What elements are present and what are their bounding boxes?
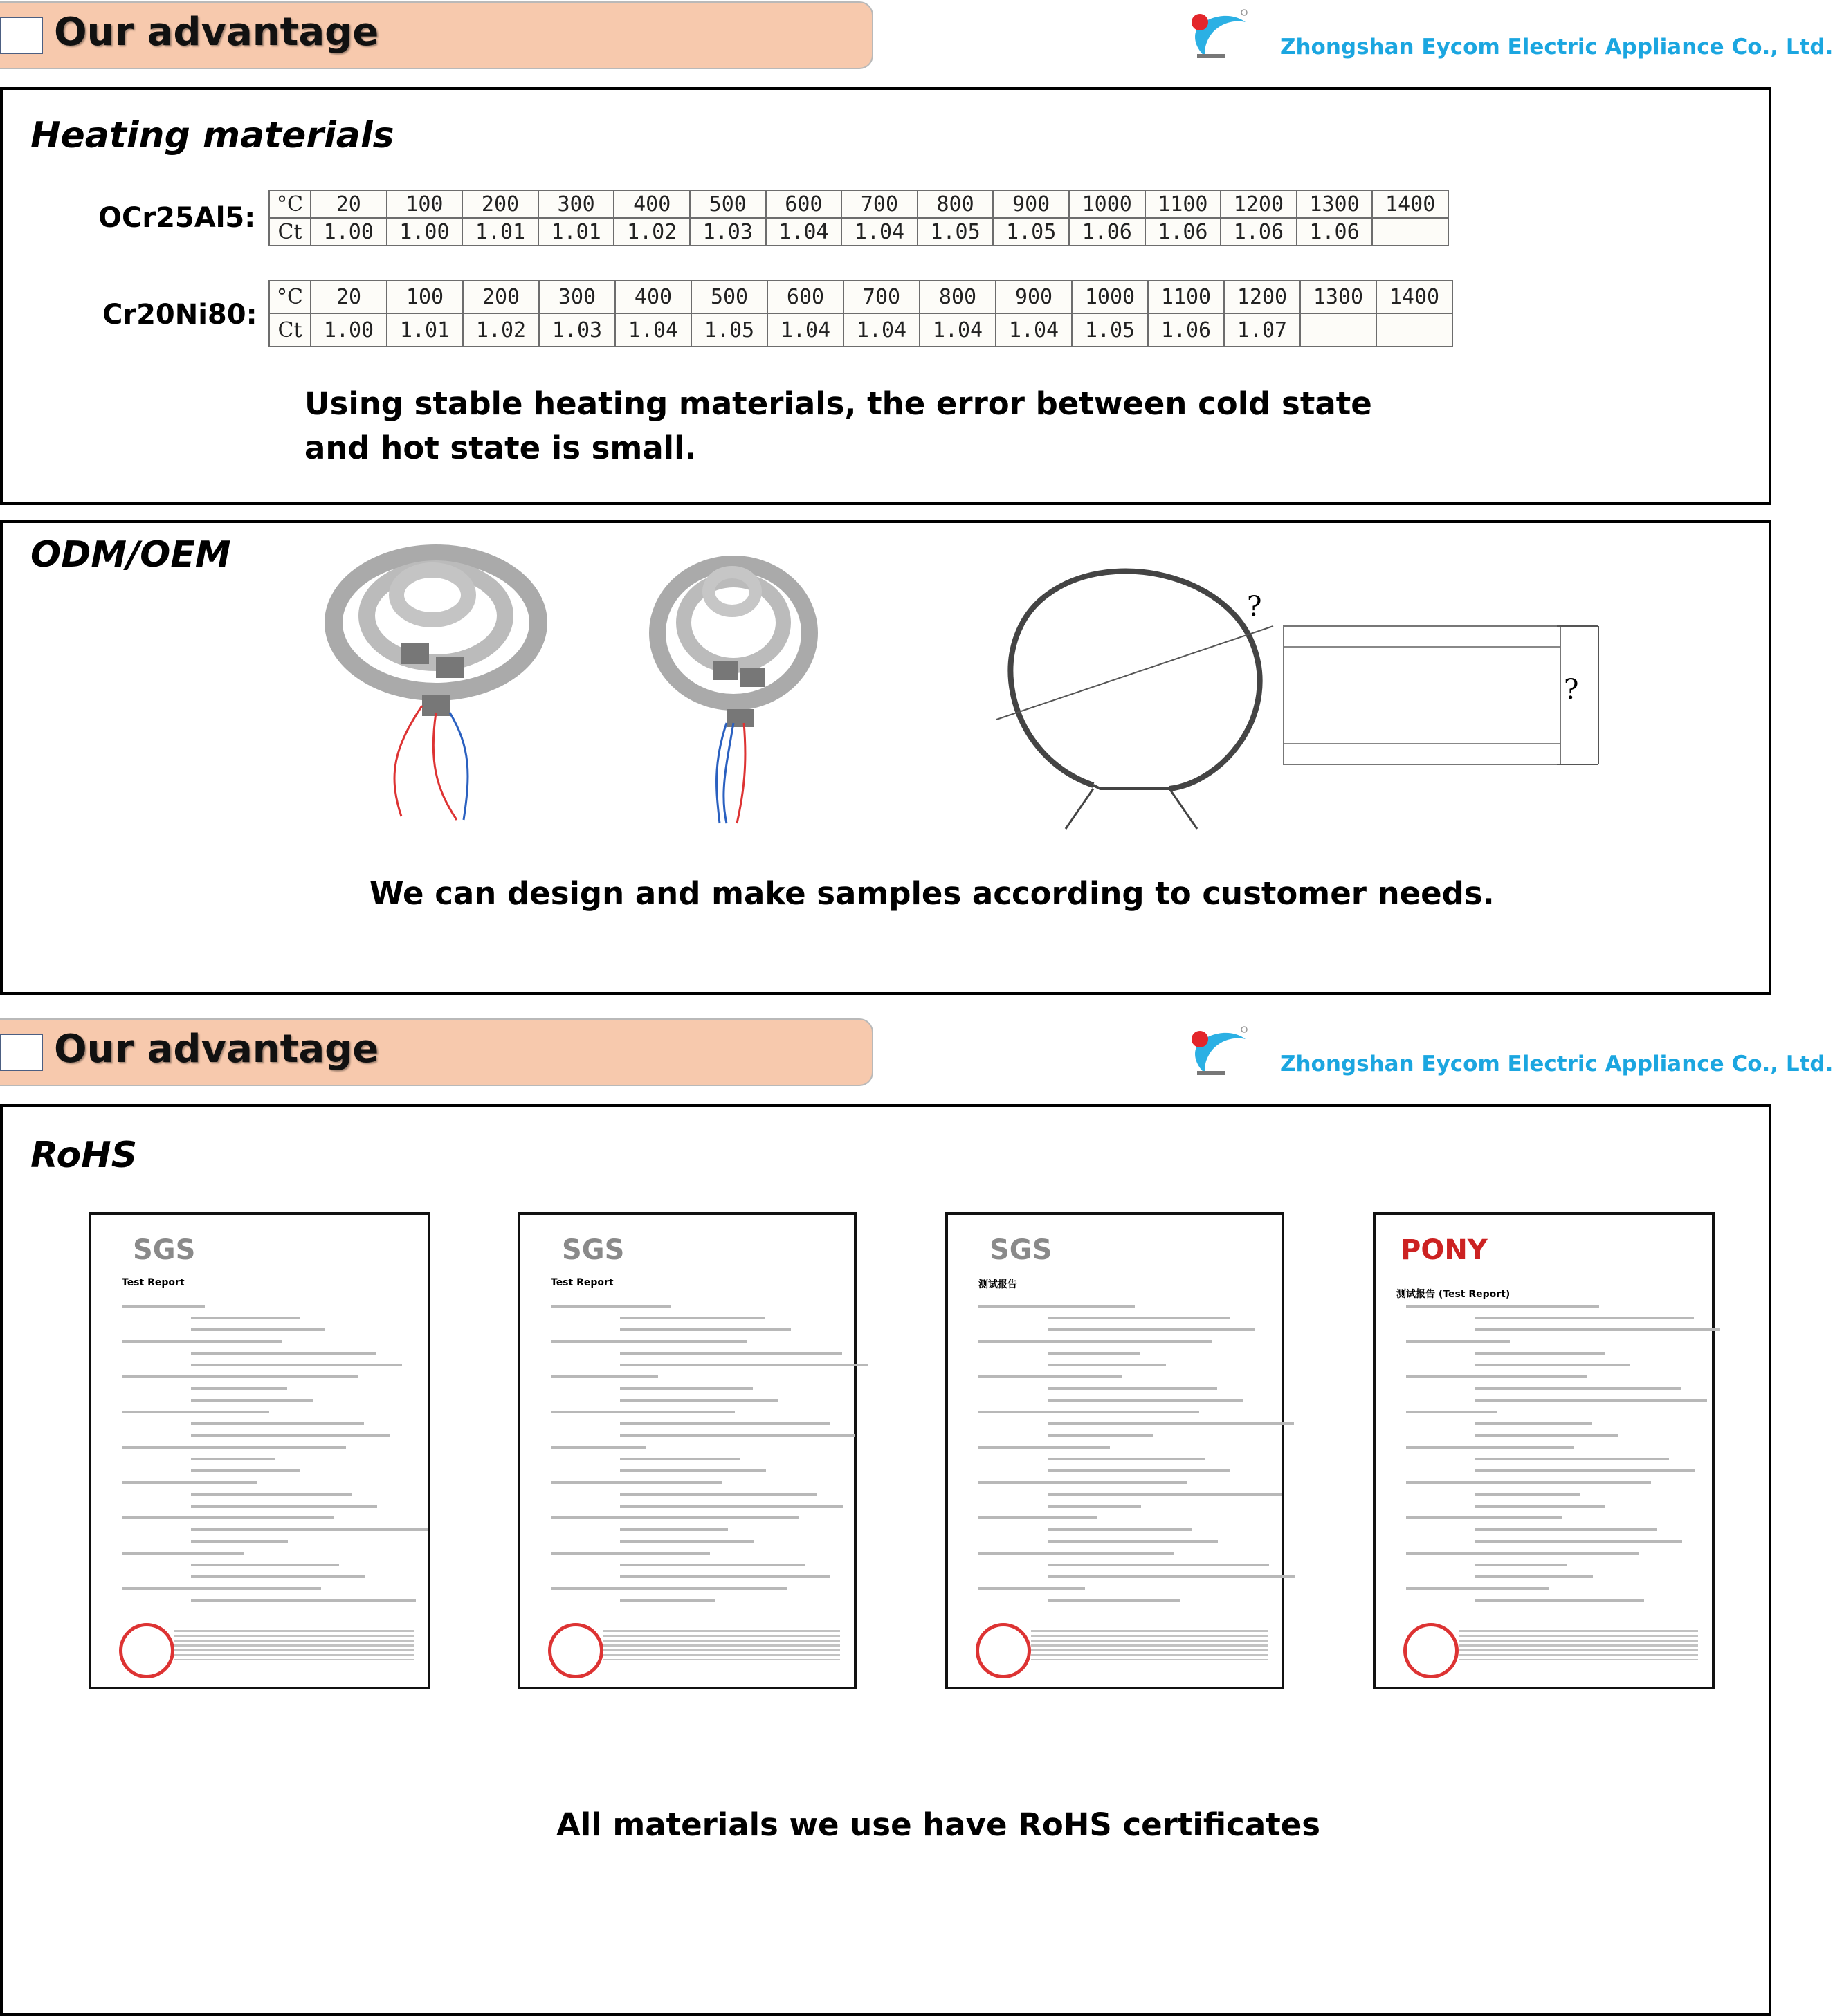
- certificate-text-line: [1475, 1458, 1669, 1460]
- certificate-footer: [1459, 1630, 1698, 1660]
- certificate-text-line: [191, 1317, 300, 1319]
- certificate-heading: Test Report: [122, 1277, 185, 1288]
- certificate-text-line: [1475, 1317, 1694, 1319]
- certificate-text-line: [1048, 1528, 1192, 1531]
- certificate-text-line: [1406, 1411, 1497, 1413]
- certificate-text-line: [978, 1516, 1097, 1519]
- certificate-text-line: [620, 1469, 766, 1472]
- certificate-text-line: [620, 1564, 805, 1566]
- certificate-text-line: [1475, 1564, 1567, 1566]
- certificate-text-line: [1406, 1340, 1510, 1343]
- coefficient-cell: 1.00: [387, 218, 463, 246]
- certificate-text-line: [1406, 1481, 1651, 1484]
- certificate-heading: Test Report: [551, 1277, 614, 1288]
- certificate-brand: SGS: [990, 1234, 1052, 1266]
- certificate-text-line: [978, 1340, 1212, 1343]
- coefficient-cell: 1.01: [462, 218, 538, 246]
- temperature-cell: 600: [767, 280, 843, 313]
- certificate-text-line: [1048, 1493, 1282, 1496]
- certificate-seal-icon: [976, 1623, 1031, 1678]
- certificate-text-line: [1475, 1540, 1682, 1543]
- certificate-text-line: [122, 1375, 358, 1378]
- coefficient-cell: 1.01: [387, 313, 463, 347]
- coefficient-cell: 1.06: [1069, 218, 1145, 246]
- temperature-cell: 1200: [1221, 190, 1297, 218]
- temperature-cell: 400: [615, 280, 691, 313]
- coefficient-cell: [1300, 313, 1376, 347]
- coefficient-cell: 1.05: [1072, 313, 1148, 347]
- temperature-cell: 1000: [1069, 190, 1145, 218]
- temperature-cell: 1300: [1297, 190, 1373, 218]
- certificate-text-line: [620, 1399, 778, 1402]
- temperature-cell: 100: [387, 280, 463, 313]
- material-label-cr20ni80: Cr20Ni80:: [102, 299, 257, 331]
- temperature-cell: 1400: [1376, 280, 1452, 313]
- certificate-text-line: [191, 1328, 325, 1331]
- header-title: Our advantage: [54, 1027, 379, 1072]
- company-name: Zhongshan Eycom Electric Appliance Co., Ltd.: [1280, 35, 1833, 59]
- certificate-text-line: [551, 1481, 722, 1484]
- certificate-text-line: [191, 1387, 287, 1390]
- temperature-cell: 20: [311, 190, 387, 218]
- coefficient-cell: 1.06: [1148, 313, 1224, 347]
- certificate-text-line: [191, 1493, 352, 1496]
- certificate-text-line: [191, 1505, 377, 1508]
- certificate-text-line: [1406, 1305, 1599, 1308]
- temperature-cell: 300: [538, 190, 614, 218]
- certificate-text-line: [620, 1434, 855, 1437]
- coefficient-cell: 1.02: [463, 313, 539, 347]
- certificate-text-line: [191, 1575, 365, 1578]
- temperature-cell: 400: [614, 190, 690, 218]
- rohs-title: RoHS: [30, 1135, 138, 1176]
- certificate-text-line: [1475, 1528, 1657, 1531]
- certificate-text-line: [978, 1481, 1187, 1484]
- certificate-text-line: [620, 1422, 830, 1425]
- certificate-text-line: [1475, 1422, 1592, 1425]
- certificate-footer: [174, 1630, 414, 1660]
- certificate-text-line: [1475, 1505, 1605, 1508]
- certificate-text-line: [978, 1552, 1174, 1555]
- certificate-text-line: [191, 1399, 313, 1402]
- temperature-cell: 300: [539, 280, 615, 313]
- certificate-text-line: [978, 1587, 1085, 1590]
- heater-band-photo-1: [332, 540, 554, 823]
- rohs-certificate-1: [89, 1212, 430, 1689]
- certificate-text-line: [191, 1434, 390, 1437]
- coefficient-cell: 1.00: [311, 313, 387, 347]
- certificate-text-line: [620, 1458, 740, 1460]
- certificate-text-line: [1475, 1434, 1618, 1437]
- certificate-heading: 测试报告: [978, 1279, 1017, 1290]
- material-label-ocr25al5: OCr25Al5:: [98, 202, 256, 234]
- certificate-text-line: [1048, 1387, 1217, 1390]
- temperature-cell: 1100: [1148, 280, 1224, 313]
- temperature-cell: 1100: [1145, 190, 1221, 218]
- certificate-text-line: [551, 1446, 646, 1449]
- certificate-text-line: [1048, 1469, 1230, 1472]
- rohs-certificate-3: [945, 1212, 1284, 1689]
- temperature-cell: 800: [920, 280, 996, 313]
- rohs-caption: All materials we use have RoHS certificates: [556, 1806, 1321, 1843]
- certificate-brand: SGS: [133, 1234, 196, 1266]
- certificate-text-line: [191, 1364, 402, 1366]
- table-header-unit: °C: [269, 190, 311, 218]
- table-row-symbol: Ct: [269, 313, 311, 347]
- certificate-heading: 测试报告 (Test Report): [1396, 1289, 1511, 1300]
- coefficient-cell: 1.07: [1224, 313, 1300, 347]
- temperature-cell: 500: [690, 190, 766, 218]
- certificate-text-line: [620, 1317, 765, 1319]
- coefficient-cell: 1.06: [1145, 218, 1221, 246]
- certificate-brand: PONY: [1401, 1234, 1488, 1266]
- certificate-text-line: [122, 1481, 257, 1484]
- temperature-cell: 900: [993, 190, 1069, 218]
- certificate-text-line: [1048, 1422, 1294, 1425]
- rohs-certificate-2: [518, 1212, 857, 1689]
- temperature-cell: 200: [462, 190, 538, 218]
- certificate-text-line: [620, 1575, 830, 1578]
- coefficient-cell: 1.04: [996, 313, 1072, 347]
- certificate-text-line: [978, 1446, 1110, 1449]
- band-dimension-diagram: [990, 560, 1612, 830]
- certificate-text-line: [1048, 1458, 1205, 1460]
- temperature-cell: 1300: [1300, 280, 1376, 313]
- coefficient-cell: 1.06: [1221, 218, 1297, 246]
- temperature-cell: 1400: [1372, 190, 1448, 218]
- certificate-text-line: [191, 1564, 339, 1566]
- certificate-text-line: [620, 1387, 753, 1390]
- certificate-seal-icon: [119, 1623, 174, 1678]
- diameter-unknown-mark: ?: [1247, 591, 1262, 623]
- certificate-text-line: [620, 1493, 817, 1496]
- certificate-text-line: [551, 1375, 658, 1378]
- certificate-text-line: [551, 1340, 747, 1343]
- temperature-cell: 800: [918, 190, 994, 218]
- coefficient-cell: 1.04: [615, 313, 691, 347]
- certificate-text-line: [191, 1528, 428, 1531]
- coefficient-cell: 1.04: [920, 313, 996, 347]
- certificate-text-line: [1048, 1575, 1295, 1578]
- certificate-text-line: [191, 1422, 364, 1425]
- certificate-text-line: [1048, 1505, 1141, 1508]
- certificate-text-line: [551, 1552, 710, 1555]
- certificate-text-line: [1475, 1364, 1630, 1366]
- certificate-text-line: [620, 1364, 868, 1366]
- cr20ni80-coefficient-table: [268, 280, 1453, 347]
- certificate-text-line: [551, 1516, 799, 1519]
- coefficient-cell: 1.04: [843, 313, 920, 347]
- coefficient-cell: 1.06: [1297, 218, 1373, 246]
- certificate-text-line: [620, 1528, 728, 1531]
- coefficient-cell: 1.04: [766, 218, 842, 246]
- certificate-text-line: [122, 1305, 205, 1308]
- certificate-text-line: [620, 1599, 715, 1602]
- width-unknown-mark: ?: [1564, 674, 1579, 706]
- certificate-text-line: [1048, 1599, 1180, 1602]
- temperature-cell: 100: [387, 190, 463, 218]
- certificate-text-line: [1475, 1599, 1644, 1602]
- certificate-brand: SGS: [562, 1234, 625, 1266]
- coefficient-cell: 1.00: [311, 218, 387, 246]
- table-header-unit: °C: [269, 280, 311, 313]
- certificate-text-line: [620, 1540, 754, 1543]
- certificate-text-line: [620, 1505, 843, 1508]
- certificate-text-line: [191, 1469, 300, 1472]
- certificate-text-line: [191, 1458, 275, 1460]
- certificate-text-line: [1406, 1516, 1562, 1519]
- certificate-footer: [603, 1630, 840, 1660]
- certificate-text-line: [978, 1375, 1122, 1378]
- certificate-text-line: [1048, 1328, 1255, 1331]
- coefficient-cell: 1.03: [690, 218, 766, 246]
- certificate-text-line: [551, 1305, 671, 1308]
- temperature-cell: 1200: [1224, 280, 1300, 313]
- certificate-text-line: [1406, 1375, 1587, 1378]
- header-checkbox: [0, 1034, 43, 1071]
- certificate-text-line: [122, 1340, 282, 1343]
- certificate-text-line: [1475, 1493, 1580, 1496]
- certificate-text-line: [122, 1446, 346, 1449]
- company-name: Zhongshan Eycom Electric Appliance Co., Ltd.: [1280, 1052, 1833, 1076]
- odm-caption: We can design and make samples according to customer needs.: [370, 875, 1495, 912]
- ocr25al5-coefficient-table: [268, 190, 1449, 246]
- coefficient-cell: 1.02: [614, 218, 690, 246]
- temperature-cell: 500: [691, 280, 767, 313]
- header-title: Our advantage: [54, 10, 379, 55]
- certificate-text-line: [978, 1411, 1199, 1413]
- certificate-seal-icon: [548, 1623, 603, 1678]
- certificate-text-line: [1475, 1328, 1720, 1331]
- certificate-text-line: [1406, 1446, 1574, 1449]
- certificate-text-line: [191, 1352, 376, 1355]
- certificate-text-line: [1406, 1552, 1639, 1555]
- coefficient-cell: [1372, 218, 1448, 246]
- eycom-logo-icon: [1185, 1024, 1261, 1079]
- temperature-cell: 700: [843, 280, 920, 313]
- certificate-text-line: [1048, 1352, 1140, 1355]
- certificate-footer: [1031, 1630, 1268, 1660]
- certificate-text-line: [1475, 1387, 1681, 1390]
- temperature-cell: 600: [766, 190, 842, 218]
- coefficient-cell: 1.04: [767, 313, 843, 347]
- certificate-text-line: [1048, 1364, 1166, 1366]
- coefficient-cell: 1.04: [841, 218, 918, 246]
- coefficient-cell: 1.05: [993, 218, 1069, 246]
- certificate-text-line: [551, 1411, 735, 1413]
- coefficient-cell: 1.05: [691, 313, 767, 347]
- certificate-text-line: [978, 1305, 1135, 1308]
- certificate-text-line: [1475, 1352, 1605, 1355]
- odm-oem-title: ODM/OEM: [30, 534, 231, 576]
- certificate-text-line: [1048, 1564, 1269, 1566]
- certificate-text-line: [551, 1587, 787, 1590]
- certificate-text-line: [122, 1411, 269, 1413]
- heating-materials-title: Heating materials: [30, 115, 394, 156]
- coefficient-cell: 1.03: [539, 313, 615, 347]
- coefficient-cell: 1.05: [918, 218, 994, 246]
- temperature-cell: 200: [463, 280, 539, 313]
- certificate-text-line: [1406, 1587, 1549, 1590]
- certificate-text-line: [122, 1516, 334, 1519]
- certificate-seal-icon: [1403, 1623, 1459, 1678]
- header-checkbox: [0, 17, 43, 54]
- certificate-text-line: [620, 1328, 791, 1331]
- certificate-text-line: [1048, 1434, 1153, 1437]
- temperature-cell: 900: [996, 280, 1072, 313]
- eycom-logo-icon: [1185, 7, 1261, 62]
- certificate-text-line: [1048, 1317, 1230, 1319]
- certificate-text-line: [620, 1352, 842, 1355]
- certificate-text-line: [1048, 1399, 1243, 1402]
- rohs-certificate-4: [1373, 1212, 1715, 1689]
- temperature-cell: 700: [841, 190, 918, 218]
- certificate-text-line: [1048, 1540, 1218, 1543]
- coefficient-cell: [1376, 313, 1452, 347]
- certificate-text-line: [122, 1552, 244, 1555]
- coefficient-cell: 1.01: [538, 218, 614, 246]
- certificate-text-line: [1475, 1469, 1695, 1472]
- heating-caption: Using stable heating materials, the error between cold state and hot state is small.: [304, 385, 1372, 466]
- certificate-text-line: [191, 1540, 288, 1543]
- temperature-cell: 1000: [1072, 280, 1148, 313]
- heater-band-photo-2: [650, 557, 823, 827]
- certificate-text-line: [191, 1599, 416, 1602]
- certificate-text-line: [122, 1587, 321, 1590]
- certificate-text-line: [1475, 1575, 1593, 1578]
- certificate-text-line: [1475, 1399, 1707, 1402]
- table-row-symbol: Ct: [269, 218, 311, 246]
- temperature-cell: 20: [311, 280, 387, 313]
